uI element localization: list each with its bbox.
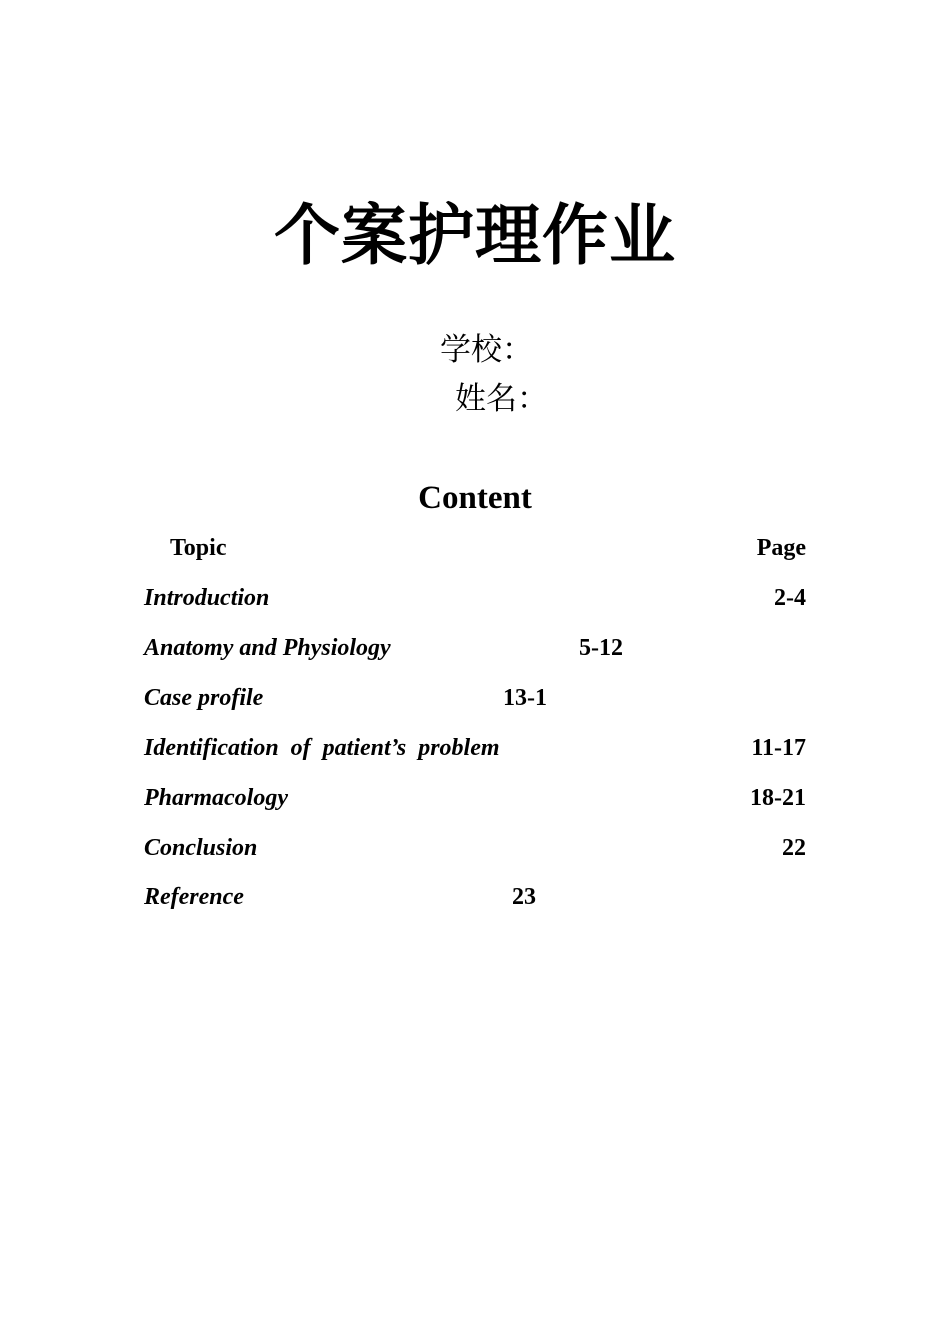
toc-entry-page: 11-17 bbox=[751, 735, 806, 761]
toc-entry-topic: Reference bbox=[144, 884, 244, 910]
toc-entry-page: 2-4 bbox=[774, 585, 806, 611]
toc-entry-topic: Pharmacology bbox=[144, 785, 288, 811]
toc-entry-topic: Identification of patient’s problem bbox=[144, 735, 500, 761]
toc-entry-topic: Conclusion bbox=[144, 835, 258, 861]
document-title: 个案护理作业 bbox=[274, 197, 676, 274]
toc-entry-topic: Introduction bbox=[144, 585, 270, 611]
toc-entry-topic: Anatomy and Physiology bbox=[144, 635, 391, 661]
school-field-label: 学校： bbox=[440, 332, 533, 368]
toc-column-topic: Topic bbox=[170, 535, 227, 561]
toc-entry-topic: Case profile bbox=[144, 685, 264, 711]
toc-entry-page: 18-21 bbox=[750, 785, 806, 811]
name-field-label: 姓名： bbox=[455, 381, 548, 417]
toc-entry-page: 23 bbox=[512, 884, 536, 910]
toc-entry-page: 22 bbox=[782, 835, 806, 861]
toc-entry-page: 5-12 bbox=[579, 635, 623, 661]
toc-entry-page: 13-1 bbox=[503, 685, 547, 711]
toc-column-page: Page bbox=[756, 535, 806, 561]
contents-heading: Content bbox=[418, 480, 532, 516]
